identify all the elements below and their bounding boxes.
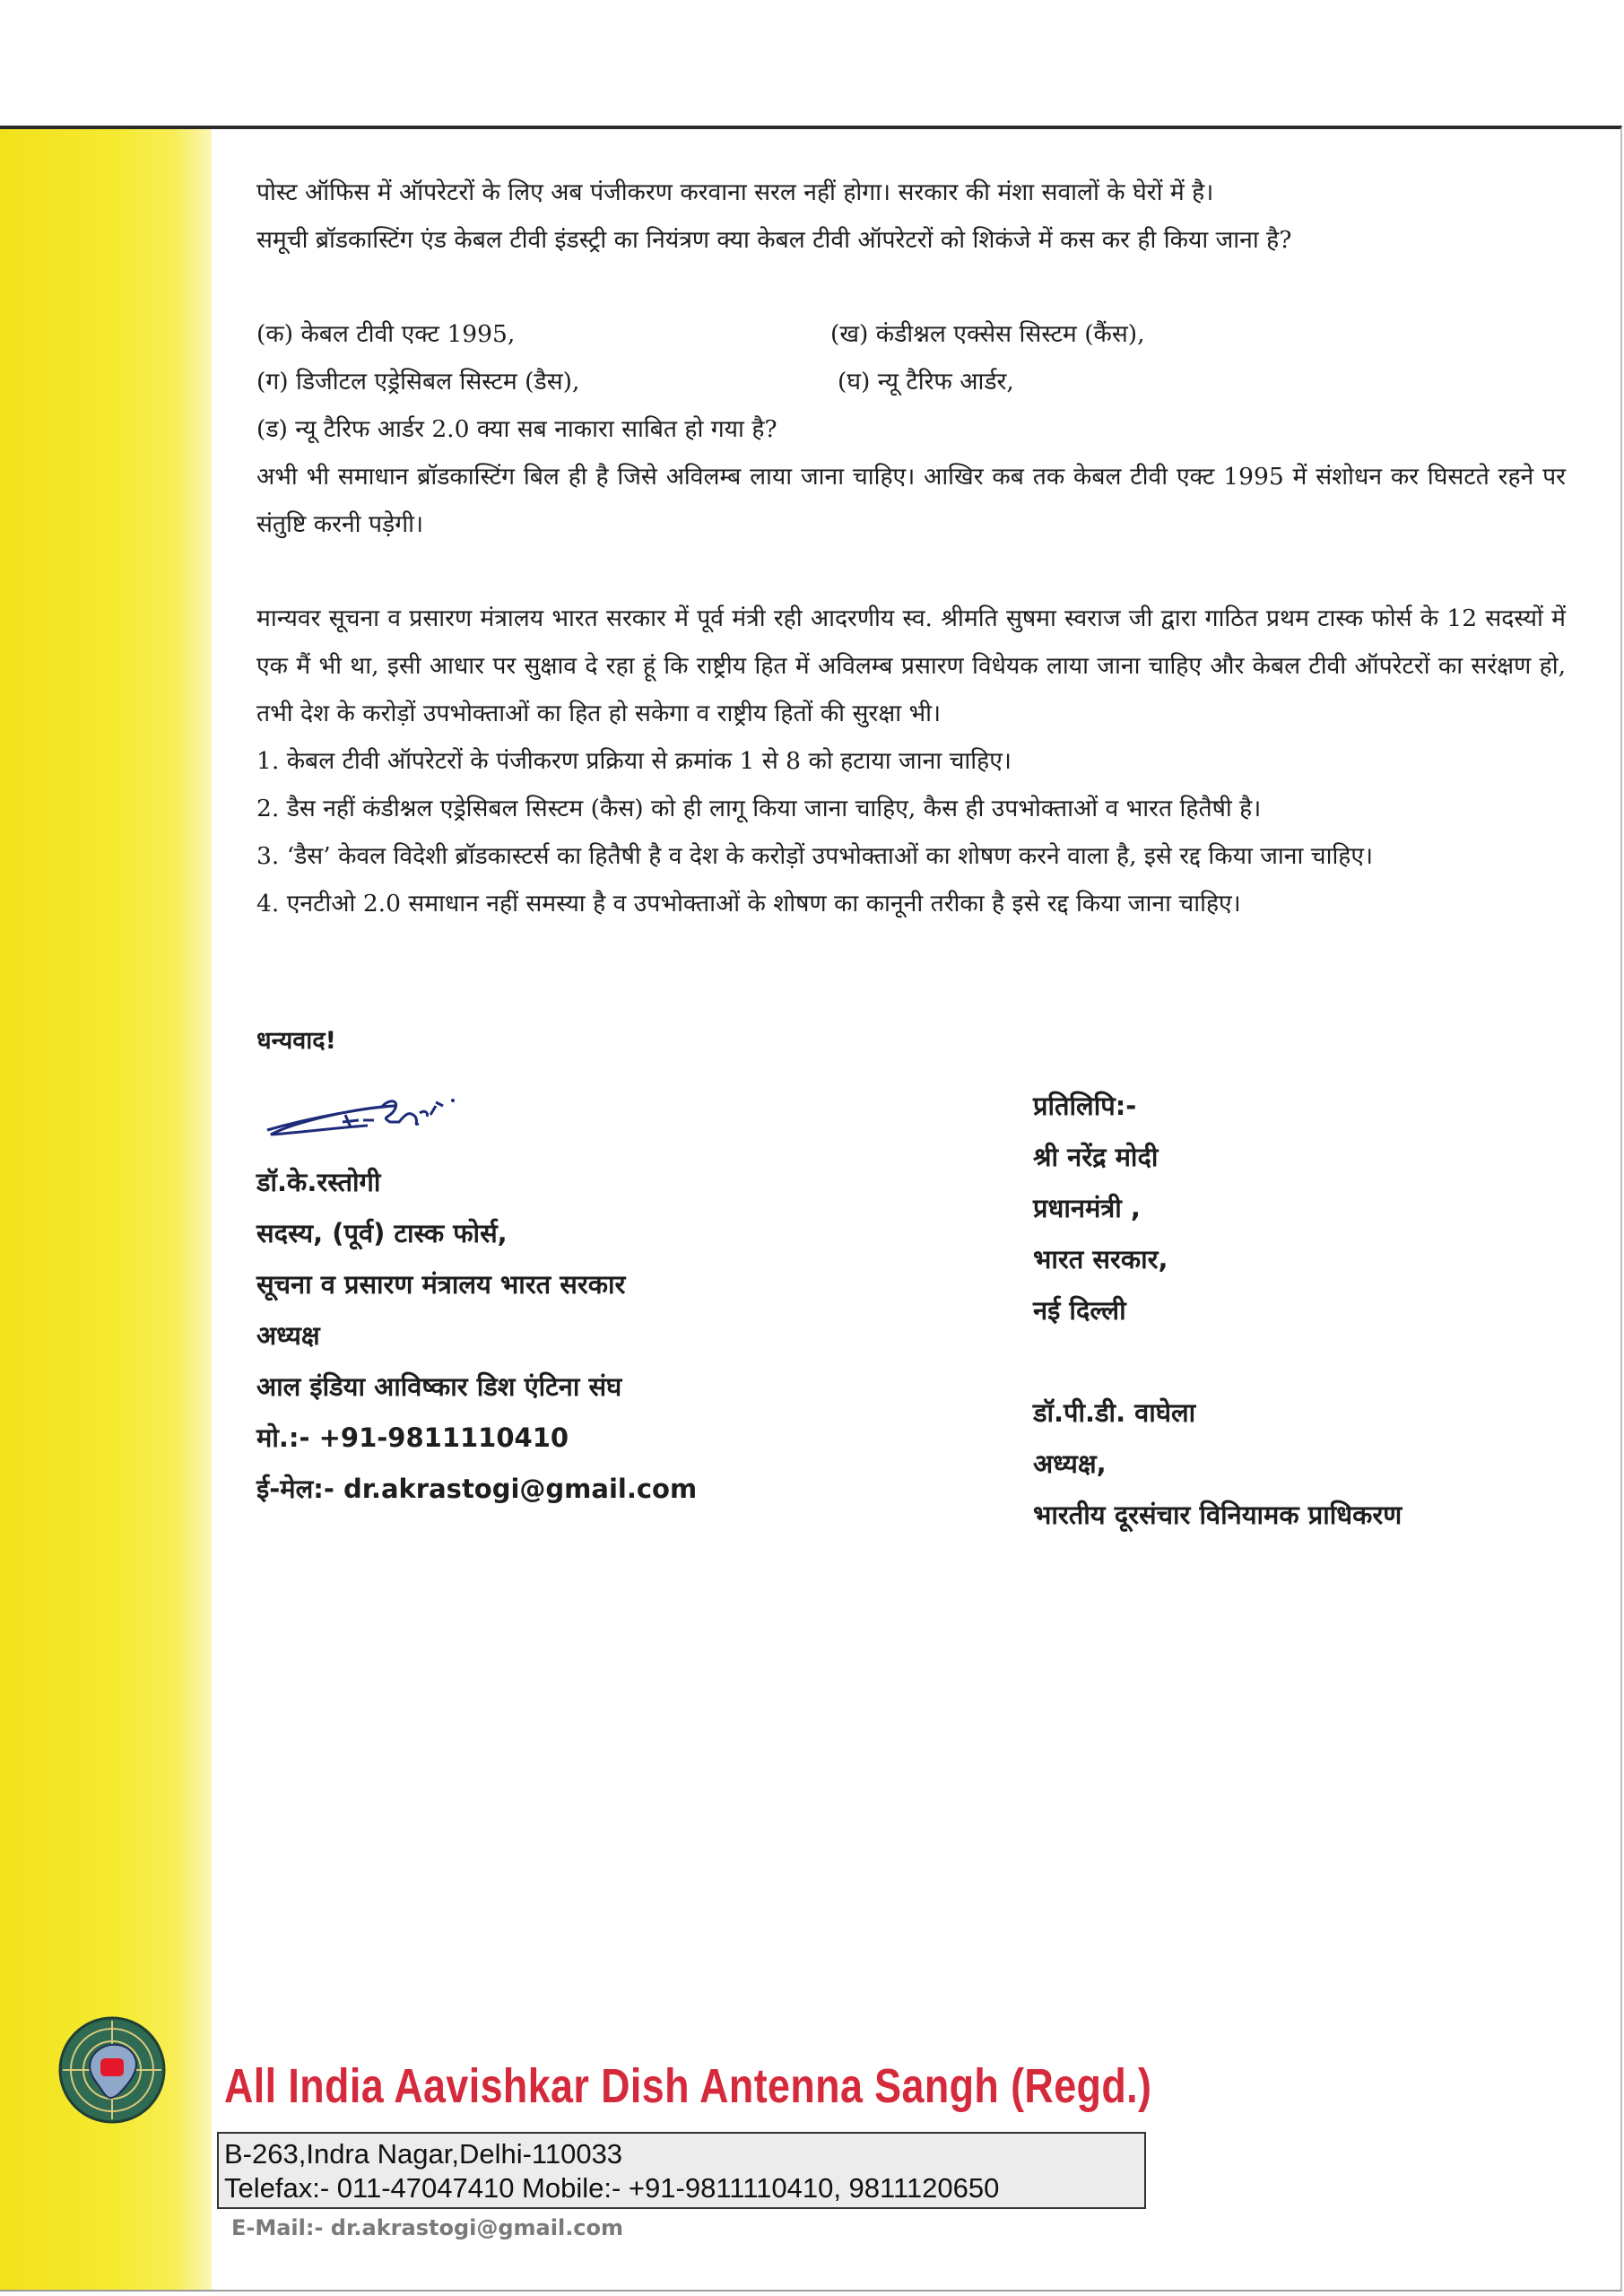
copy-to-block: [1033, 1081, 1402, 1541]
thanks-text: धन्यवाद!: [256, 1027, 336, 1055]
recipient2-line2: अध्यक्ष,: [1033, 1448, 1107, 1479]
option-ka: (क) केबल टीवी एक्ट 1995,: [256, 320, 516, 348]
footer-email: E-Mail:- dr.akrastogi@gmail.com: [231, 2215, 624, 2240]
footer-address: B-263,Indra Nagar,Delhi-110033: [224, 2138, 623, 2170]
para1-line2: समूची ब्रॉडकास्टिंग एंड केबल टीवी इंडस्ट्री का नियंत्रण क्या केबल टीवी ऑपरेटरों को शिकंजे में कस कर ही किया जाना है?: [256, 226, 1292, 254]
option-gha: (घ) न्यू टैरिफ आर्डर,: [838, 368, 1014, 396]
signature-image: [260, 1081, 511, 1144]
para1-line1: पोस्ट ऑफिस में ऑपरेटरों के लिए अब पंजीकरण करवाना सरल नहीं होगा। सरकार की मंशा सवालों के घेरों में है।: [256, 178, 1214, 206]
point-1: 1. केबल टीवी ऑपरेटरों के पंजीकरण प्रक्रिया से क्रमांक 1 से 8 को हटाया जाना चाहिए।: [256, 747, 1012, 775]
recipient1-line3: भारत सरकार,: [1033, 1244, 1168, 1274]
options-row-2: [256, 358, 1566, 405]
sender-name: डॉ.के.रस्तोगी: [256, 1167, 381, 1197]
sender-email: ई-मेल:- dr.akrastogi@gmail.com: [256, 1474, 698, 1504]
option-ga: (ग) डिजीटल एड्रेसिबल सिस्टम (डैस),: [256, 368, 580, 396]
para2: अभी भी समाधान ब्रॉडकास्टिंग बिल ही है जिसे अविलम्ब लाया जाना चाहिए। आखिर कब तक केबल टीवी एक्ट 1995 में संशोधन कर घिसटते रहने पर संतुष्टि करनी पड़ेगी।: [256, 463, 1566, 538]
recipient1-line1: श्री नरेंद्र मोदी: [1033, 1142, 1159, 1172]
sender-mobile: मो.:- +91-9811110410: [256, 1422, 569, 1453]
para3: मान्यवर सूचना व प्रसारण मंत्रालय भारत सरकार में पूर्व मंत्री रही आदरणीय स्व. श्रीमति सुषमा स्वराज जी द्वारा गाठित प्रथम टास्क फोर्स के 12 सदस्यों में एक मैं भी था, इसी आधार पर सुक्षाव दे रहा हूं कि राष्ट्रीय हित में अविलम्ब प्रसारण विधेयक लाया जाना चाहिए और केबल टीवी ऑपरेटरों का सरंक्षण हो, तभी देश के करोड़ों उपभोक्ताओं का हित हो सकेगा व राष्ट्रीय हितों की सुरक्षा भी।: [256, 604, 1566, 727]
recipient2-line1: डॉ.पी.डी. वाघेला: [1033, 1397, 1196, 1428]
footer-telefax: Telefax:- 011-47047410 Mobile:- +91-9811110410, 9811120650: [224, 2172, 1000, 2204]
letter-body: [256, 169, 1566, 927]
copy-to-heading: प्रतिलिपि:-: [1033, 1091, 1137, 1121]
sender-role-2: सूचना व प्रसारण मंत्रालय भारत सरकार: [256, 1269, 626, 1300]
point-3: 3. ‘डैस’ केवल विदेशी ब्रॉडकास्टर्स का हितैषी है व देश के करोड़ों उपभोक्ताओं का शोषण करने वाला है, इसे रद्द किया जाना चाहिए।: [256, 842, 1374, 870]
organization-logo-icon: [56, 2013, 169, 2126]
option-kha: (ख) कंडीश्नल एक्सेस सिस्टम (कैंस),: [830, 320, 1145, 348]
point-2: 2. डैस नहीं कंडीश्नल एड्रेसिबल सिस्टम (कैस) को ही लागू किया जाना चाहिए, कैस ही उपभोक्ताओं व भारत हितैषी है।: [256, 795, 1262, 822]
option-da: (ड) न्यू टैरिफ आर्डर 2.0 क्या सब नाकारा साबित हो गया है?: [256, 415, 777, 443]
address-box: [217, 2132, 1146, 2209]
sender-block: [256, 1157, 697, 1515]
sender-role-1: सदस्य, (पूर्व) टास्क फोर्स,: [256, 1218, 508, 1248]
options-row-1: [256, 310, 1566, 358]
sender-role-3: अध्यक्ष: [256, 1320, 320, 1351]
recipient1-line4: नई दिल्ली: [1033, 1295, 1126, 1326]
organization-name: All India Aavishkar Dish Antenna Sangh (Regd.): [224, 2059, 1152, 2113]
point-4: 4. एनटीओ 2.0 समाधान नहीं समस्या है व उपभोक्ताओं के शोषण का कानूनी तरीका है इसे रद्द किया जाना चाहिए।: [256, 890, 1241, 918]
recipient2-line3: भारतीय दूरसंचार विनियामक प्राधिकरण: [1033, 1500, 1403, 1530]
sender-org: आल इंडिया आविष्कार डिश एंटिना संघ: [256, 1371, 622, 1402]
recipient1-line2: प्रधानमंत्री ,: [1033, 1193, 1141, 1223]
